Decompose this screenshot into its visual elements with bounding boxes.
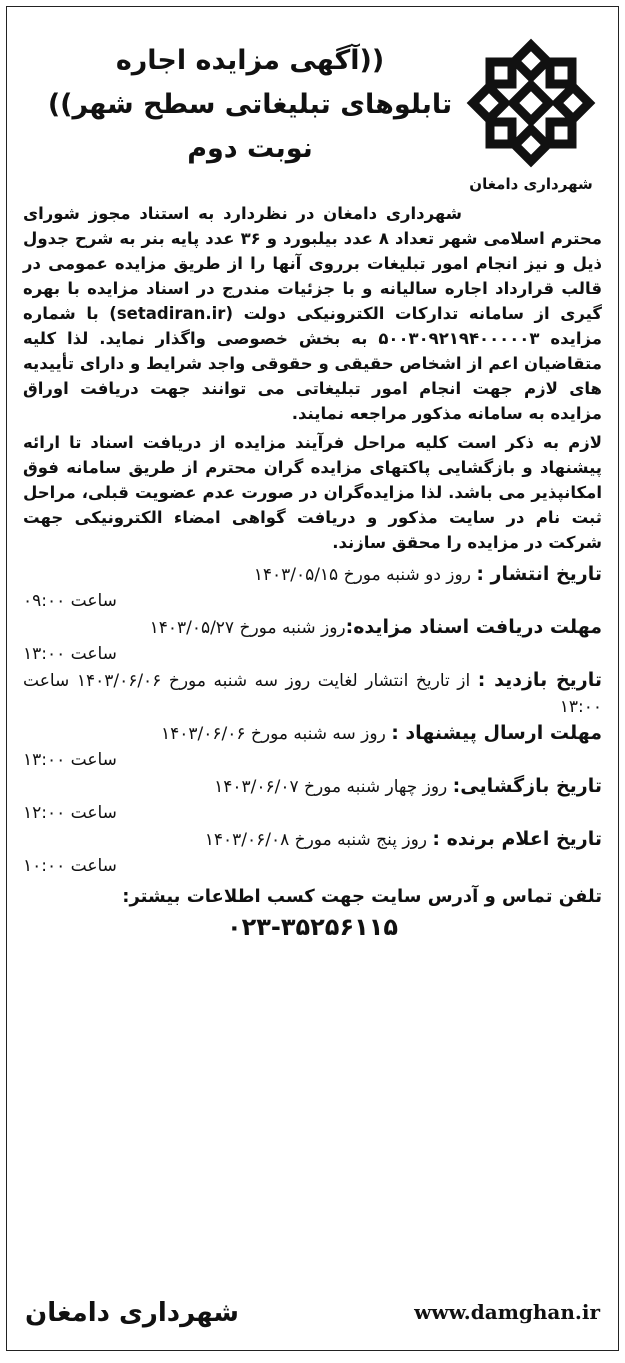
notice-footer [25, 1288, 600, 1328]
date-label: مهلت ارسال پیشنهاد : [391, 722, 602, 744]
logo-caption: شهرداری دامغان [469, 175, 593, 193]
organization-name: شهرداری دامغان [25, 1298, 239, 1328]
dates-list [23, 561, 602, 879]
date-label: تاریخ بازدید : [477, 669, 602, 691]
date-row [23, 826, 602, 879]
title-line-1: ((آگهی مزایده اجاره [115, 45, 385, 76]
damghan-municipality-logo-icon [461, 33, 601, 173]
date-time: ساعت ۱۳:۰۰ [23, 644, 117, 664]
date-text: روز شنبه مورخ ۱۴۰۳/۰۵/۲۷ [149, 618, 346, 638]
contact-phone: ۰۲۳-۳۵۲۵۶۱۱۵ [226, 913, 399, 941]
date-row [23, 667, 602, 720]
notice-body [23, 201, 602, 940]
date-text: روز سه شنبه مورخ ۱۴۰۳/۰۶/۰۶ [161, 724, 392, 744]
date-row [23, 614, 602, 667]
intro-paragraph: شهرداری دامغان در نظردارد به استناد مجوز شورای محترم اسلامی شهر تعداد ۸ عدد بیلبورد و ۳۶ عدد پایه بنر به شرح جدول ذیل و نیز انجام امور تبلیغات برروی آنها را از طریق مزایده عمومی در قالب قرارداد اجاره سالیانه و با جزئیات مندرج در اسناد مزایده با بهره گیری از سامانه تدارکات الکترونیکی دولت (setadiran.ir) با شماره مزایده ۵۰۰۳۰۹۲۱۹۴۰۰۰۰۰۳ به بخش خصوصی واگذار نماید. لذا کلیه متقاضیان اعم از اشخاص حقیقی و حقوقی واجد شرایط و دارای تأییدیه های لازم جهت انجام امور تبلیغاتی می توانند جهت دریافت اوراق مزایده به سامانه مذکور مراجعه نمایند. [23, 204, 602, 423]
date-text: روز دو شنبه مورخ ۱۴۰۳/۰۵/۱۵ [253, 565, 477, 585]
date-label: مهلت دریافت اسناد مزایده: [345, 616, 602, 638]
date-row [23, 720, 602, 773]
municipality-logo [452, 33, 610, 205]
contact-label: تلفن تماس و آدرس سایت جهت کسب اطلاعات بیشتر: [122, 886, 602, 907]
auction-notice [6, 6, 619, 1351]
title-line-2: تابلوهای تبلیغاتی سطح شهر)) [47, 89, 453, 120]
procedure-paragraph: لازم به ذکر است کلیه مراحل فرآیند مزایده از دریافت اسناد تا ارائه پیشنهاد و بازگشایی پاکتهای مزایده گران محترم از طریق سامانه فوق امکانپذیر می باشد. لذا مزایده‌گران در صورت عدم عضویت قبلی، مراحل ثبت نام در سایت مذکور و دریافت گواهی امضاء الکترونیکی جهت شرکت در مزایده را محقق سازند. [23, 433, 602, 552]
date-time: ساعت ۱۰:۰۰ [23, 856, 117, 876]
date-time: ساعت ۱۲:۰۰ [23, 803, 117, 823]
date-label: تاریخ بازگشایی: [452, 775, 602, 797]
date-label: تاریخ اعلام برنده : [432, 828, 602, 850]
date-text: روز پنج شنبه مورخ ۱۴۰۳/۰۶/۰۸ [204, 830, 433, 850]
notice-title [35, 39, 465, 171]
date-text: از تاریخ انتشار لغایت روز سه شنبه مورخ ۱۴۰۳/۰۶/۰۶ ساعت ۱۳:۰۰ [23, 671, 602, 717]
date-label: تاریخ انتشار : [476, 563, 602, 585]
title-line-3: نوبت دوم [187, 133, 313, 164]
date-time: ساعت ۰۹:۰۰ [23, 591, 117, 611]
date-text: روز چهار شنبه مورخ ۱۴۰۳/۰۶/۰۷ [214, 777, 453, 797]
website-link[interactable]: www.damghan.ir [414, 1300, 600, 1324]
date-time: ساعت ۱۳:۰۰ [23, 750, 117, 770]
date-row [23, 773, 602, 826]
date-row [23, 561, 602, 614]
